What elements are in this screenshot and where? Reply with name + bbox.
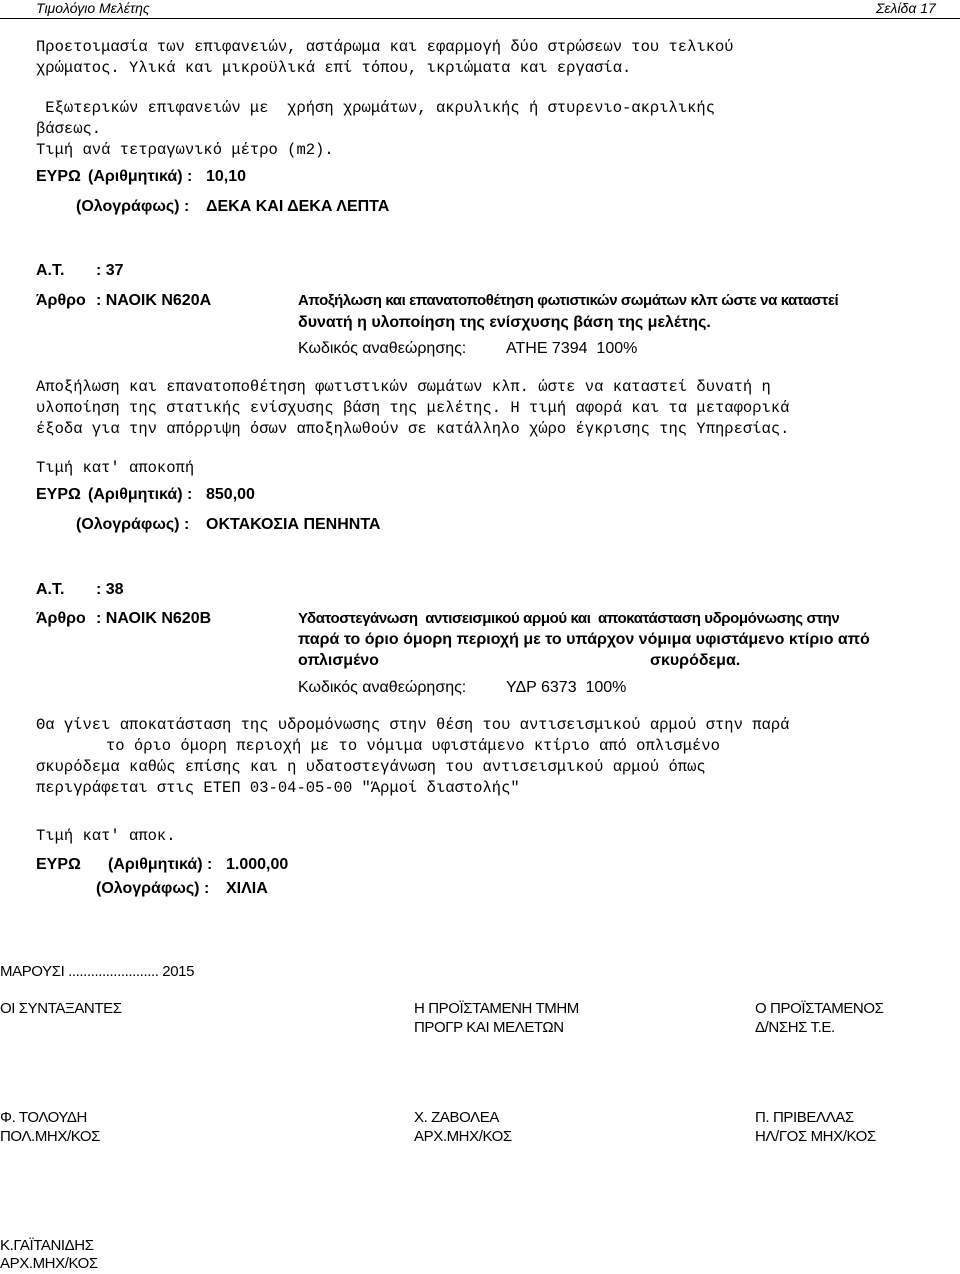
item-number-label: Α.Τ.	[36, 262, 65, 279]
item-number-value: : 38	[96, 581, 124, 598]
item-title-line: οπλισμένο	[298, 652, 379, 669]
euro-label: ΕΥΡΩ	[36, 486, 81, 503]
words-value: ΟΚΤΑΚΟΣΙΑ ΠΕΝΗΝΤΑ	[206, 516, 381, 533]
prev-desc-line: Προετοιμασία των επιφανειών, αστάρωμα και εφαρμογή δύο στρώσεων του τελικού	[36, 38, 734, 56]
item-desc-line: έξοδα για την απόρριψη όσων αποξηλωθούν σε κατάλληλο χώρο έγκρισης της Υπηρεσίας.	[36, 420, 790, 438]
item-title-line: Αποξήλωση και επανατοποθέτηση φωτιστικών σωμάτων κλπ ώστε να καταστεί	[298, 292, 839, 309]
director-title: Ο ΠΡΟΪΣΤΑΜΕΝΟΣ	[755, 1000, 884, 1017]
signer-name: Π. ΠΡΙΒΕΛΛΑΣ	[755, 1109, 854, 1126]
article-code: : ΝΑΟΙΚ Ν620Β	[96, 610, 212, 627]
header-title: Τιμολόγιο Μελέτης	[36, 0, 150, 16]
item-title-line: σκυρόδεμα.	[650, 652, 741, 669]
price-unit: Τιμή κατ' αποκοπή	[36, 459, 195, 477]
item-desc-line: Θα γίνει αποκατάσταση της υδρομόνωσης στην θέση του αντισεισμικού αρμού στην παρά	[36, 716, 790, 734]
words-label: (Ολογράφως) :	[96, 880, 210, 897]
revision-code-label: Κωδικός αναθεώρησης:	[298, 679, 467, 696]
item-desc-line: σκυρόδεμα καθώς επίσης και η υδατοστεγάνωση του αντισεισμικού αρμού όπως	[36, 758, 706, 776]
price-unit: Τιμή κατ' αποκ.	[36, 827, 176, 845]
item-desc-line: το όριο όμορη περιοχή με το νόμιμα υφιστάμενο κτίριο από οπλισμένο	[106, 737, 720, 755]
signer-name: Φ. ΤΟΛΟΥΔΗ	[0, 1109, 87, 1126]
prev-desc-line: χρώματος. Υλικά και μικροϋλικά επί τόπου, ικριώματα και εργασία.	[36, 59, 632, 77]
euro-label: ΕΥΡΩ	[36, 856, 81, 873]
item-desc-line: υλοποίηση της στατικής ενίσχυσης βάση της μελέτης. Η τιμή αφορά και τα μεταφορικά	[36, 399, 790, 417]
signer-name: Χ. ΖΑΒΟΛΕΑ	[414, 1109, 499, 1126]
header-divider	[0, 18, 960, 19]
signer-name: Κ.ΓΑΪΤΑΝΙΔΗΣ	[0, 1237, 94, 1254]
item-desc-line: περιγράφεται στις ΕΤΕΠ 03-04-05-00 "Άρμοί διαστολής"	[36, 779, 520, 797]
page-number: Σελίδα 17	[876, 0, 936, 16]
place-date: ΜΑΡΟΥΣΙ ........................ 2015	[0, 963, 195, 980]
euro-label: ΕΥΡΩ	[36, 168, 81, 185]
item-title-line: δυνατή η υλοποίηση της ενίσχυσης βάση της μελέτης.	[298, 314, 711, 331]
words-label: (Ολογράφως) :	[76, 198, 190, 215]
director-title: Δ/ΝΣΗΣ Τ.Ε.	[755, 1019, 835, 1036]
signer-role: ΗΛ/ΓΟΣ ΜΗΧ/ΚΟΣ	[755, 1128, 876, 1145]
numeric-value: 850,00	[206, 486, 255, 503]
dept-head-title: ΠΡΟΓΡ ΚΑΙ ΜΕΛΕΤΩΝ	[414, 1019, 564, 1036]
item-title-line: Υδατοστεγάνωση αντισεισμικού αρμού και αποκατάσταση υδρομόνωσης στην	[298, 610, 840, 627]
numeric-value: 10,10	[206, 168, 247, 185]
item-number-value: : 37	[96, 262, 124, 279]
revision-code-value: ΑΤΗΕ 7394 100%	[506, 340, 638, 357]
numeric-label: (Αριθμητικά) :	[88, 168, 193, 185]
words-label: (Ολογράφως) :	[76, 516, 190, 533]
words-value: ΧΙΛΙΑ	[226, 880, 268, 897]
article-label: Άρθρο	[36, 610, 86, 627]
article-code: : ΝΑΟΙΚ Ν620Α	[96, 292, 212, 309]
numeric-label: (Αριθμητικά) :	[108, 856, 213, 873]
revision-code-label: Κωδικός αναθεώρησης:	[298, 340, 467, 357]
prev-unit-line: Τιμή ανά τετραγωνικό μέτρο (m2).	[36, 141, 334, 159]
prev-desc-line: Εξωτερικών επιφανειών με χρήση χρωμάτων, ακρυλικής ή στυρενιο-ακριλικής	[36, 99, 716, 117]
words-value: ΔΕΚΑ ΚΑΙ ΔΕΚΑ ΛΕΠΤΑ	[206, 198, 390, 215]
article-label: Άρθρο	[36, 292, 86, 309]
signer-role: ΠΟΛ.ΜΗΧ/ΚΟΣ	[0, 1128, 100, 1145]
revision-code-value: ΥΔΡ 6373 100%	[506, 679, 627, 696]
signers-heading: ΟΙ ΣΥΝΤΑΞΑΝΤΕΣ	[0, 1000, 122, 1017]
item-desc-line: Αποξήλωση και επανατοποθέτηση φωτιστικών σωμάτων κλπ. ώστε να καταστεί δυνατή η	[36, 378, 771, 396]
signer-role: ΑΡΧ.ΜΗΧ/ΚΟΣ	[0, 1255, 98, 1272]
numeric-value: 1.000,00	[226, 856, 289, 873]
dept-head-title: Η ΠΡΟΪΣΤΑΜΕΝΗ ΤΜΗΜ	[414, 1000, 579, 1017]
item-number-label: Α.Τ.	[36, 581, 65, 598]
numeric-label: (Αριθμητικά) :	[88, 486, 193, 503]
item-title-line: παρά το όριο όμορη περιοχή με το υπάρχον νόμιμα υφιστάμενο κτίριο από	[298, 631, 870, 648]
prev-desc-line: βάσεως.	[36, 120, 102, 138]
signer-role: ΑΡΧ.ΜΗΧ/ΚΟΣ	[414, 1128, 512, 1145]
